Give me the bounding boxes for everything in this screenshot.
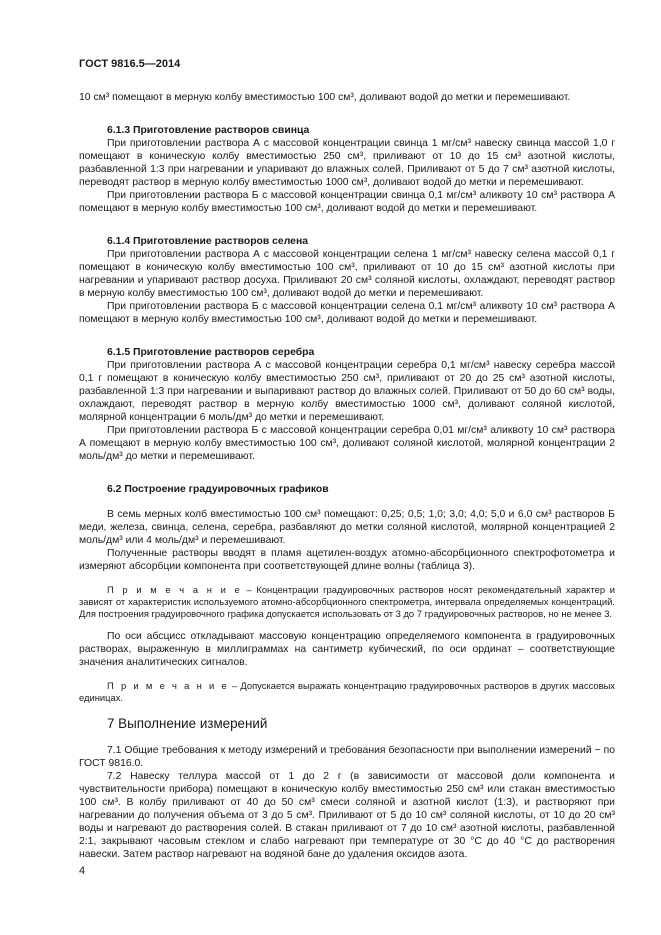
section-6-2-title: 6.2 Построение градуировочных графиков (107, 484, 329, 495)
section-6-1-3-title: 6.1.3 Приготовление растворов свинца (107, 125, 310, 136)
note-1-label: П р и м е ч а н и е (107, 584, 242, 595)
note-1 (79, 584, 615, 619)
section-6-2-paragraph-2: Полученные растворы вводят в пламя ацетилен-воздух атомно-абсорбционного спектрофотометра и измеряют абсорбции компонента при соответствующей длине волны (таблица 3). (79, 548, 615, 572)
paragraph-continuation: 10 см³ помещают в мерную колбу вместимостью 100 см³, доливают водой до метки и перемешивают. (79, 92, 571, 103)
section-6-1-4-title: 6.1.4 Приготовление растворов селена (107, 236, 309, 247)
section-6-1-5-paragraph-2: При приготовлении раствора Б с массовой концентрации серебра 0,01 мг/см³ аликвоту 10 см³ раствора А помещают в мерную колбу вместимостью 100 см³, доливают соляной кислотой, молярной концентрации 2 моль/дм³ до метки и перемешивают. (79, 425, 615, 462)
note-1-text: – Концентрации градуировочных растворов носят рекомендательный характер и зависят от характеристик используемого атомно-абсорбционного спектрометра, интервала определяемых концентраций. Для построения градуировочного графика допускается использовать от 3 до 7 градуировочных растворов, но не менее 3. (79, 584, 615, 619)
section-6-2-paragraph-3: По оси абсцисс откладывают массовую концентрацию определяемого компонента в градуировочных растворах, выраженную в миллиграммах на сантиметр кубический, по оси ординат – соответствующие значения аналитических сигналов. (79, 631, 615, 669)
note-2-label: П р и м е ч а н и е (107, 680, 229, 692)
section-6-1-5-title: 6.1.5 Приготовление растворов серебра (107, 347, 315, 358)
section-6-1-3-paragraph-2: При приготовлении раствора Б с массовой концентрации свинца 0,1 мг/см³ аликвоту 10 см³ раствора А помещают в мерную колбу вместимостью 100 см³, доливают водой до метки и перемешивают. (79, 190, 615, 214)
note-2-text: – Допускается выражать концентрацию градуировочных растворов в других массовых единицах. (79, 680, 615, 704)
section-6-1-3-paragraph-1: При приготовлении раствора А с массовой концентрации свинца 1 мг/см³ навеску свинца массой 1,0 г помещают в коническую колбу вместимостью 250 см³, приливают от 10 до 15 см³ азотной кислоты, разбавленной 1:3 при нагревании и упаривают до влажных солей. Приливают от 5 до 7 см³ азотной кислоты, переводят раствор в мерную колбу вместимостью 1000 см³, доливают водой до метки и перемешивают. (79, 138, 615, 188)
section-6-1-5-paragraph-1: При приготовлении раствора А с массовой концентрации серебра 0,1 мг/см³ навеску серебра массой 0,1 г помещают в коническую колбу вместимостью 250 см³, приливают от 20 до 25 см³ азотной кислоты, разбавленной 1:3 при нагревании и выпаривают раствор до влажных солей. Приливают от 50 до 60 см³ воды, охлаждают, переводят раствор в мерную колбу вместимостью 1000 см³, доливают соляной кислотой, молярной концентрации 6 моль/дм³ до метки и перемешивают. (79, 360, 615, 423)
section-6-2-paragraph-1: В семь мерных колб вместимостью 100 см³ помещают: 0,25; 0,5; 1,0; 3,0; 4,0; 5,0 и 6,0 см³ растворов Б меди, железа, свинца, селена, серебра, разбавляют до метки соляной кислотой, молярной концентрацией 2 моль/дм³ или 4 моль/дм³ и перемешивают. (79, 509, 615, 546)
document-header: ГОСТ 9816.5—2014 (79, 58, 181, 70)
section-6-1-4-paragraph-1: При приготовлении раствора А с массовой концентрации селена 1 мг/см³ навеску селена массой 0,1 г помещают в коническую колбу вместимостью 100 см³, приливают от 10 до 15 см³ азотной кислоты при нагревании и упаривают раствор досуха. Приливают 20 см³ соляной кислоты, охлаждают, переводят раствор в мерную колбу вместимостью 100 см³, доливают водой до метки и перемешивают. (79, 249, 615, 299)
page-number: 4 (79, 865, 86, 877)
section-6-1-4-paragraph-2: При приготовлении раствора Б с массовой концентрации селена 0,1 мг/см³ аликвоту 10 см³ раствора А помещают в мерную колбу вместимостью 100 см³, доливают водой до метки и перемешивают. (79, 301, 615, 325)
section-7-2-paragraph: 7.2 Навеску теллура массой от 1 до 2 г (в зависимости от массовой доли компонента и чувствительности прибора) помещают в коническую колбу вместимостью 250 см³ или стакан вместимостью 100 см³. В колбу приливают от 40 до 50 см³ смеси соляной и азотной кислот (1:3), и растворяют при нагревании до получения объема от 3 до 5 см³. Приливают от 5 до 10 см³ соляной кислоты, от 10 до 20 см³ воды и нагревают до растворения солей. В стакан приливают от 7 до 10 см³ азотной кислоты, разбавленной 2:1, закрывают часовым стеклом и слабо нагревают при температуре от 30 °С до 40 °С до растворения навески. Затем раствор нагревают на водяной бане до удаления оксидов азота. (79, 770, 615, 860)
section-7-1-paragraph: 7.1 Общие требования к методу измерений и требования безопасности при выполнении измерений − по ГОСТ 9816.0. (79, 744, 615, 769)
note-2 (79, 680, 615, 704)
section-7-title: 7 Выполнение измерений (107, 715, 268, 731)
